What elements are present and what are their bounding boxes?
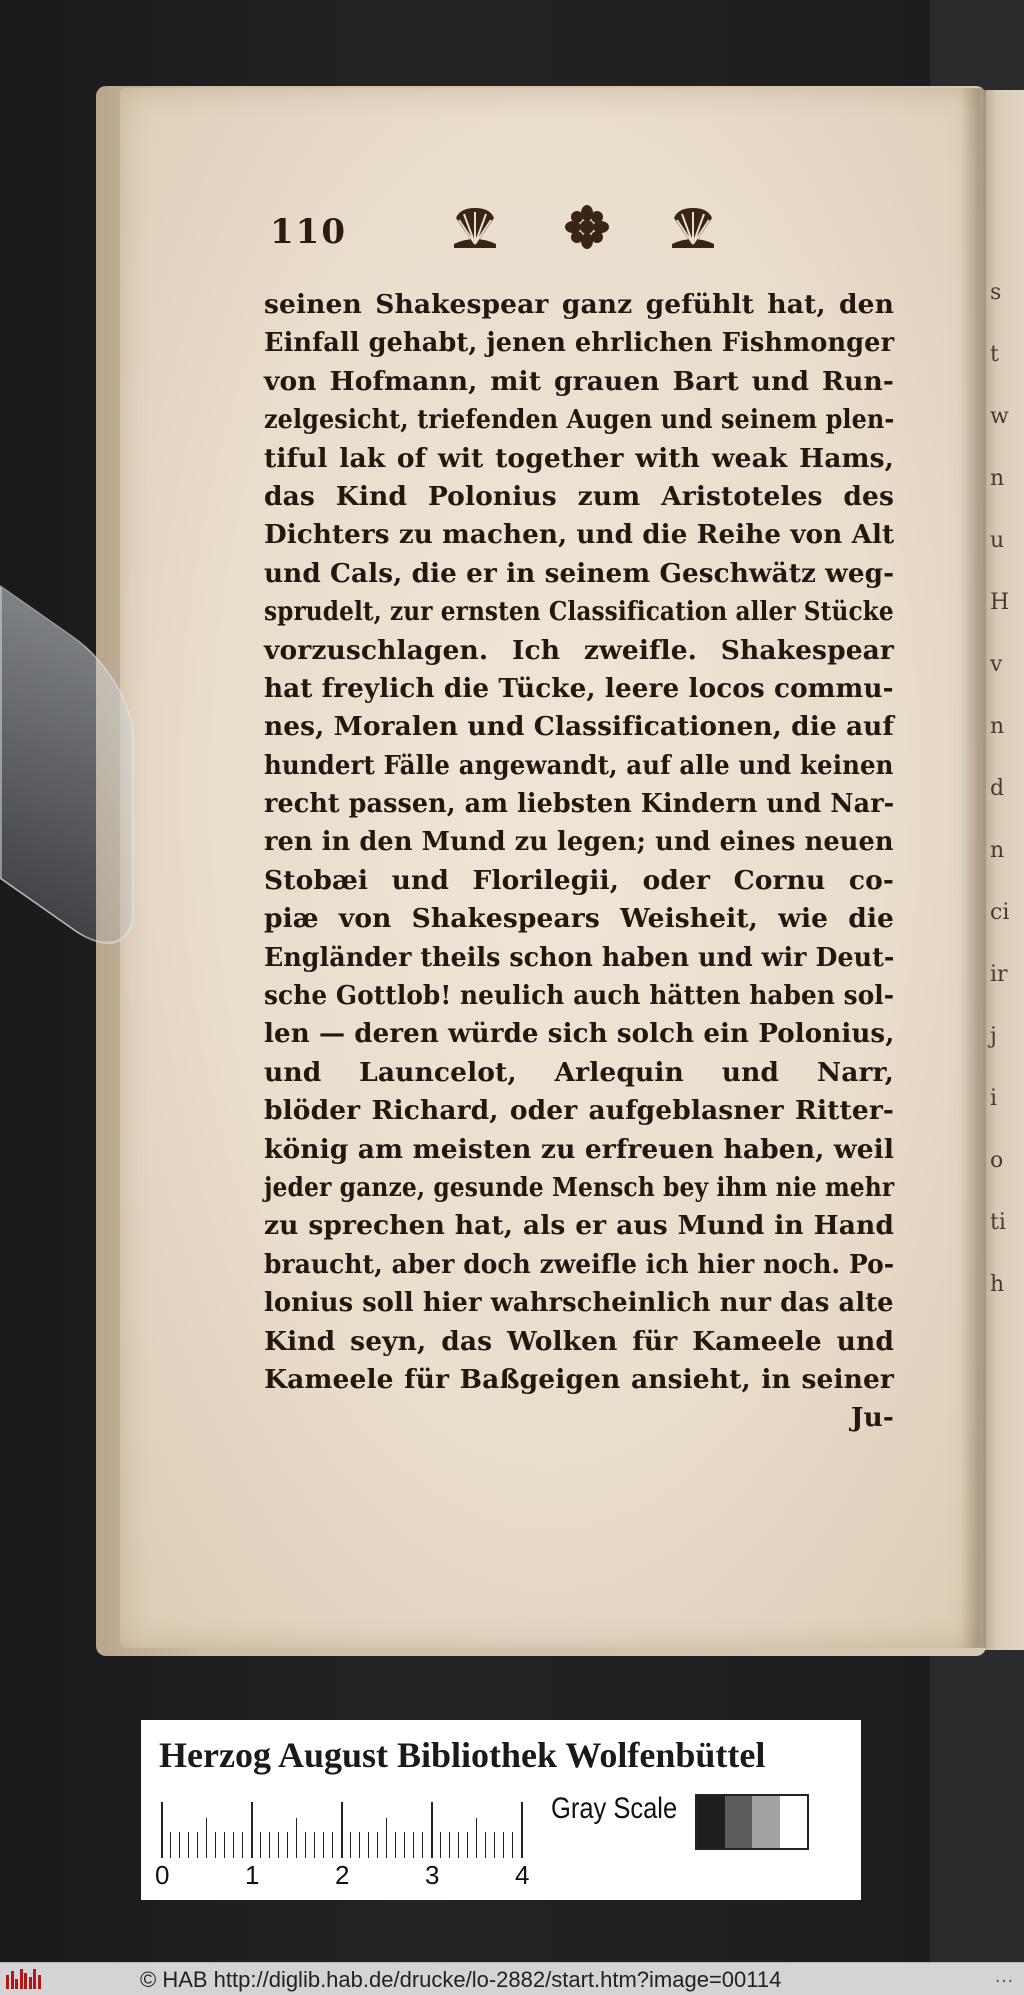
- text-line: das Kind Polonius zum Aristoteles des: [264, 480, 894, 512]
- hab-logo-icon: [6, 1969, 44, 1989]
- page-gutter: [960, 88, 986, 1648]
- next-page-fragment: ci: [990, 900, 1010, 925]
- ruler-tick: [260, 1832, 261, 1858]
- gray-scale-patch: [697, 1796, 725, 1848]
- ruler-tick: [359, 1832, 360, 1858]
- page-text: [264, 286, 894, 1438]
- text-line: Einfall gehabt, jenen ehrlichen Fishmonger: [264, 327, 895, 359]
- text-line: sprudelt, zur ernsten Classification aller Stücke: [264, 596, 894, 628]
- ruler-number: 0: [155, 1860, 170, 1890]
- ruler-tick: [170, 1832, 171, 1858]
- text-line: vorzuschlagen. Ich zweifle. Shakespear: [264, 634, 894, 666]
- header-ornaments: [450, 204, 720, 254]
- ruler-tick: [386, 1818, 387, 1858]
- ruler-tick: [161, 1802, 163, 1858]
- footer-copyright-url[interactable]: © HAB http://diglib.hab.de/drucke/lo-2882/start.htm?image=00114: [140, 1967, 782, 1992]
- gray-scale-swatch: [695, 1794, 809, 1850]
- text-line: tiful lak of wit together with weak Hams,: [264, 442, 894, 474]
- text-line: jeder ganze, gesunde Mensch bey ihm nie mehr: [264, 1171, 895, 1203]
- text-line: lonius soll hier wahrscheinlich nur das alte: [264, 1287, 894, 1319]
- next-page-fragment: ir: [990, 962, 1008, 987]
- ruler-tick: [332, 1832, 333, 1858]
- text-line: nes, Moralen und Classificationen, die auf: [264, 711, 894, 743]
- ruler-tick: [503, 1832, 504, 1858]
- text-line: zu sprechen hat, als er aus Mund in Hand: [264, 1210, 894, 1242]
- logo-bar: [11, 1971, 14, 1989]
- ruler-tick: [404, 1832, 405, 1858]
- ruler-tick: [206, 1818, 207, 1858]
- gray-scale-label: Gray Scale: [551, 1792, 678, 1825]
- catchword: Ju-: [850, 1402, 894, 1434]
- ruler-tick: [233, 1832, 234, 1858]
- ruler-tick: [521, 1802, 523, 1858]
- ruler-tick: [197, 1832, 198, 1858]
- next-page-fragment: ti: [990, 1210, 1006, 1235]
- library-name: Herzog August Bibliothek Wolfenbüttel: [159, 1735, 766, 1775]
- ruler-tick: [512, 1832, 513, 1858]
- text-line: Kameele für Baßgeigen ansieht, in seiner: [264, 1363, 894, 1395]
- ruler-number: 2: [335, 1860, 350, 1890]
- text-line: Engländer theils schon haben und wir Deut-: [264, 941, 895, 973]
- next-page-fragment: w: [990, 404, 1009, 429]
- logo-bar: [24, 1973, 27, 1989]
- gray-scale-patch: [780, 1796, 808, 1848]
- next-page-fragment: h: [990, 1272, 1005, 1297]
- gray-scale-patch: [725, 1796, 753, 1848]
- next-page-fragment: u: [990, 528, 1005, 553]
- text-line: ren in den Mund zu legen; und eines neuen: [264, 826, 894, 858]
- ruler-tick: [368, 1832, 369, 1858]
- ruler-number: 4: [515, 1860, 530, 1890]
- next-page-fragment: n: [990, 466, 1005, 491]
- shell-ornament-icon: [668, 204, 718, 250]
- text-line: zelgesicht, triefenden Augen und seinem plen-: [264, 404, 895, 436]
- ruler-tick: [224, 1832, 225, 1858]
- flower-ornament-icon: [562, 204, 612, 250]
- next-page-fragment: v: [990, 652, 1003, 677]
- ruler-tick: [458, 1832, 459, 1858]
- logo-bar: [6, 1975, 9, 1989]
- ruler-tick: [341, 1802, 343, 1858]
- next-page-fragment: n: [990, 838, 1005, 863]
- logo-bar: [29, 1977, 32, 1989]
- text-line: sche Gottlob! neulich auch hätten haben sol-: [264, 980, 895, 1012]
- next-page-fragment: o: [990, 1148, 1004, 1173]
- page-number: 110: [270, 212, 347, 252]
- text-line: piæ von Shakespears Weisheit, wie die: [264, 903, 894, 935]
- ruler-tick: [467, 1832, 468, 1858]
- ruler-tick: [278, 1832, 279, 1858]
- ruler-tick: [296, 1818, 297, 1858]
- shell-ornament-icon: [450, 204, 500, 250]
- text-line: len — deren würde sich solch ein Polonius,: [264, 1018, 895, 1050]
- text-line: hundert Fälle angewandt, auf alle und keinen: [264, 749, 894, 781]
- more-menu-icon[interactable]: …: [994, 1965, 1014, 1987]
- text-line: und Cals, die er in seinem Geschwätz weg-: [264, 557, 895, 589]
- ruler-tick: [179, 1832, 180, 1858]
- ruler-tick: [188, 1832, 189, 1858]
- logo-bar: [38, 1975, 41, 1989]
- text-line: seinen Shakespear ganz gefühlt hat, den: [264, 289, 894, 320]
- next-page-fragment: s: [990, 280, 1002, 305]
- next-page-edge: [980, 90, 1024, 1650]
- ruler-tick: [431, 1802, 433, 1858]
- next-page-fragment: i: [990, 1086, 998, 1111]
- ruler-tick: [323, 1832, 324, 1858]
- text-line: Stobæi und Florilegii, oder Cornu co-: [264, 864, 894, 896]
- ruler-tick: [485, 1832, 486, 1858]
- next-page-fragment: t: [990, 342, 999, 367]
- text-line: und Launcelot, Arlequin und Narr,: [264, 1056, 894, 1088]
- ruler-tick: [314, 1832, 315, 1858]
- ruler-tick: [269, 1832, 270, 1858]
- ruler-tick: [287, 1832, 288, 1858]
- ruler-tick: [215, 1832, 216, 1858]
- text-line: recht passen, am liebsten Kindern und Nar-: [264, 788, 895, 820]
- text-line: blöder Richard, oder aufgeblasner Ritter-: [264, 1095, 894, 1127]
- ruler-tick: [449, 1832, 450, 1858]
- text-line: Kind seyn, das Wolken für Kameele und: [264, 1325, 894, 1357]
- footer-bar: [0, 1962, 1024, 1995]
- text-line: braucht, aber doch zweifle ich hier noch. Po-: [264, 1248, 895, 1280]
- text-line: hat freylich die Tücke, leere locos commu-: [264, 672, 894, 704]
- next-page-fragment: n: [990, 714, 1005, 739]
- ruler-tick: [242, 1832, 243, 1858]
- ruler-tick: [476, 1818, 477, 1858]
- next-page-fragment: j: [990, 1024, 997, 1049]
- ruler-tick: [494, 1832, 495, 1858]
- logo-bar: [33, 1969, 36, 1989]
- logo-bar: [20, 1969, 23, 1989]
- ruler-tick: [377, 1832, 378, 1858]
- text-line: Dichters zu machen, und die Reihe von Alt: [264, 519, 895, 551]
- next-page-fragment: H: [990, 590, 1010, 615]
- next-page-fragment: d: [990, 776, 1005, 801]
- ruler-tick: [422, 1832, 423, 1858]
- logo-bar: [15, 1979, 18, 1989]
- ruler-tick: [305, 1832, 306, 1858]
- ruler-tick: [413, 1832, 414, 1858]
- text-line: von Hofmann, mit grauen Bart und Run-: [264, 365, 894, 397]
- ruler-tick: [395, 1832, 396, 1858]
- ruler-number: 3: [425, 1860, 440, 1890]
- ruler-number: 1: [245, 1860, 260, 1890]
- text-line: könig am meisten zu erfreuen haben, weil: [264, 1133, 894, 1165]
- ruler-tick: [350, 1832, 351, 1858]
- library-label: [141, 1720, 861, 1900]
- ruler-tick: [440, 1832, 441, 1858]
- ruler-tick: [251, 1802, 253, 1858]
- gray-scale-patch: [752, 1796, 780, 1848]
